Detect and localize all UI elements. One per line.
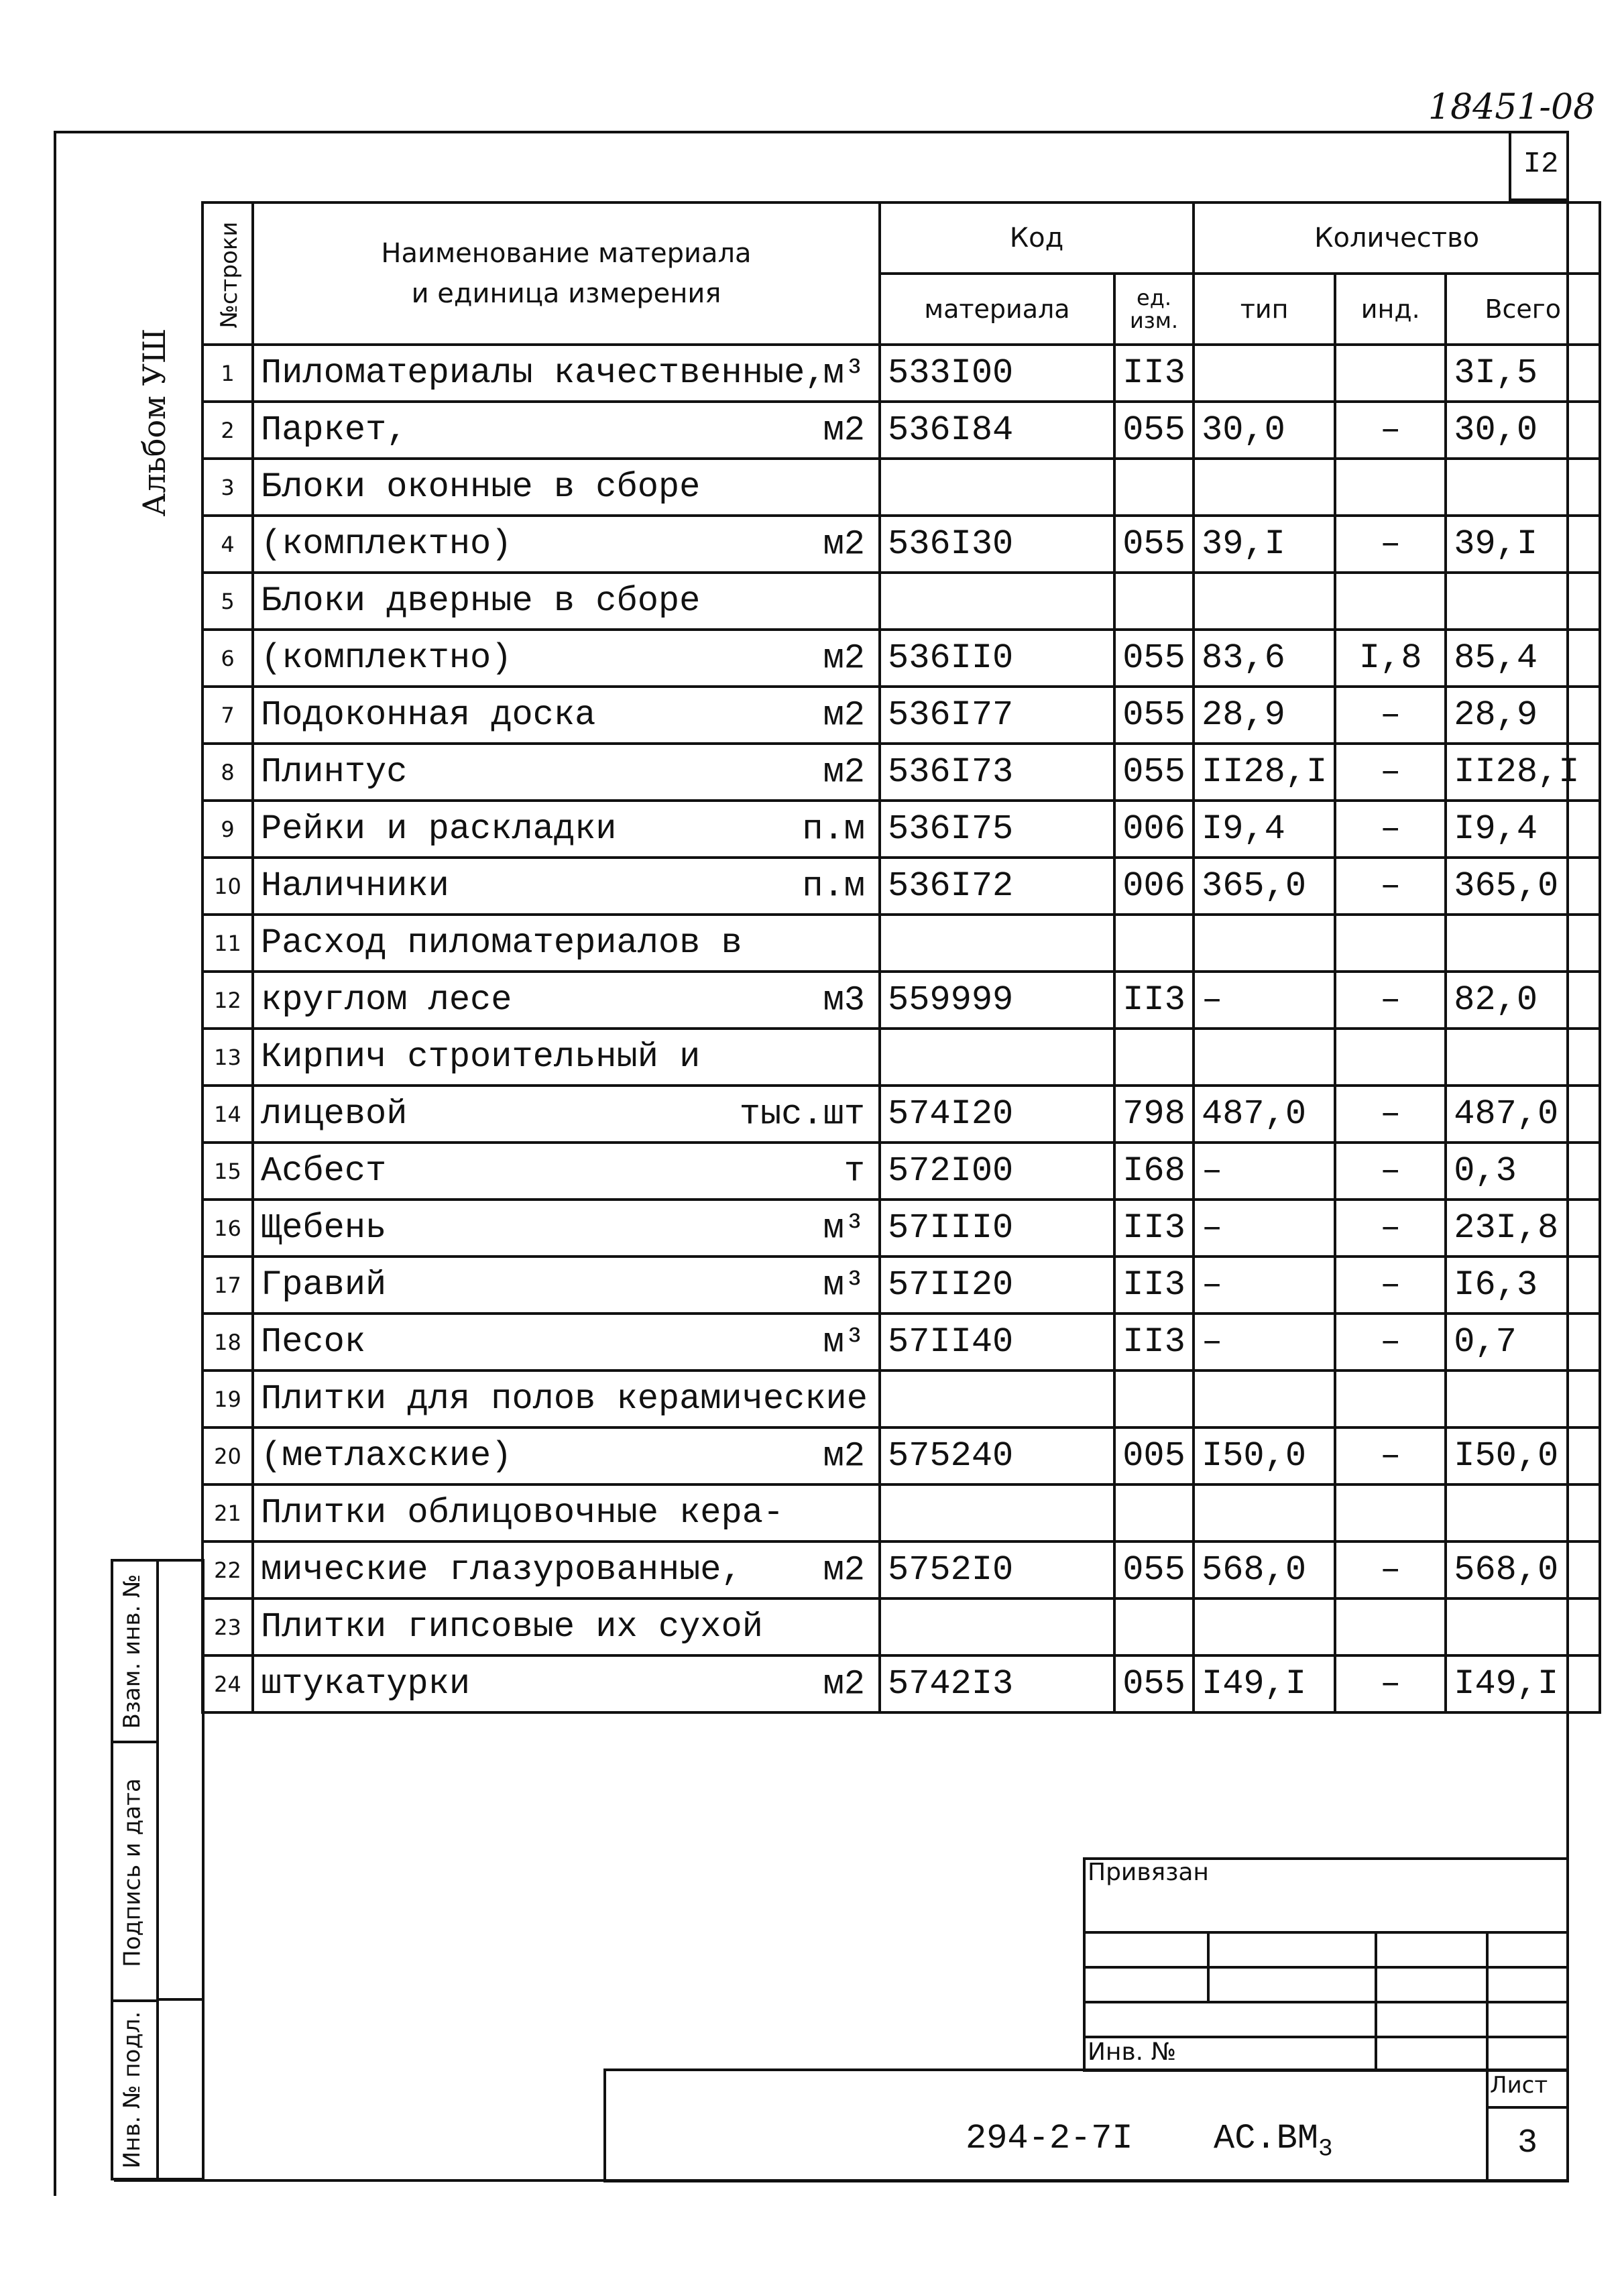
material-name-cell xyxy=(253,459,880,516)
material-name: лицевой xyxy=(261,1094,408,1134)
material-unit: тыс.шт xyxy=(739,1094,865,1134)
table-row xyxy=(202,516,1600,573)
inv-no-label: Инв. № xyxy=(1088,2038,1177,2066)
material-name: Расход пиломатериалов в xyxy=(261,923,742,963)
qty-ind xyxy=(1335,1029,1446,1086)
unit-code: 005 xyxy=(1114,1427,1194,1484)
qty-total xyxy=(1446,1484,1600,1541)
material-unit: м2 xyxy=(823,695,865,735)
header-name: Наименование материала и единица измерения xyxy=(253,202,880,345)
header-qty-total: Всего xyxy=(1446,274,1600,345)
table-row xyxy=(202,1598,1600,1655)
qty-total: 28,9 xyxy=(1446,687,1600,744)
qty-tip: 487,0 xyxy=(1194,1086,1335,1143)
material-code xyxy=(880,1371,1114,1427)
material-name: Плитки для полов керамические xyxy=(261,1379,868,1419)
qty-tip: 39,I xyxy=(1194,516,1335,573)
qty-total: 30,0 xyxy=(1446,402,1600,459)
row-number: 15 xyxy=(202,1143,253,1200)
table-row xyxy=(202,402,1600,459)
material-name-cell xyxy=(253,1143,880,1200)
unit-code: 055 xyxy=(1114,744,1194,801)
material-code: 5742I3 xyxy=(880,1655,1114,1712)
qty-tip: I49,I xyxy=(1194,1655,1335,1712)
qty-tip: 30,0 xyxy=(1194,402,1335,459)
material-code: 536I73 xyxy=(880,744,1114,801)
qty-ind: – xyxy=(1335,1257,1446,1314)
material-name: Плинтус xyxy=(261,752,408,792)
material-code xyxy=(880,1484,1114,1541)
material-name-cell xyxy=(253,630,880,687)
material-name: Блоки дверные в сборе xyxy=(261,581,701,621)
document-mark xyxy=(1214,2119,1333,2162)
table-row xyxy=(202,1200,1600,1257)
material-code: 572I00 xyxy=(880,1143,1114,1200)
qty-ind: – xyxy=(1335,1314,1446,1371)
material-unit: м2 xyxy=(823,1550,865,1590)
row-number: 5 xyxy=(202,573,253,630)
qty-tip: II28,I xyxy=(1194,744,1335,801)
qty-tip xyxy=(1194,1484,1335,1541)
unit-code: II3 xyxy=(1114,1200,1194,1257)
header-quantity-group: Количество xyxy=(1194,202,1600,274)
qty-total: I50,0 xyxy=(1446,1427,1600,1484)
unit-code xyxy=(1114,1484,1194,1541)
table-row xyxy=(202,687,1600,744)
document-code: 294-2-7I xyxy=(966,2119,1133,2158)
document-mark-main: АС.ВМ xyxy=(1214,2119,1319,2158)
album-label: Альбом УШ xyxy=(136,328,172,517)
material-name: штукатурки xyxy=(261,1664,471,1704)
qty-tip xyxy=(1194,345,1335,402)
material-unit: м³ xyxy=(823,1265,865,1305)
unit-code: 055 xyxy=(1114,630,1194,687)
material-unit: м2 xyxy=(823,1436,865,1476)
row-number: 3 xyxy=(202,459,253,516)
unit-code xyxy=(1114,459,1194,516)
qty-tip: 28,9 xyxy=(1194,687,1335,744)
privyazan-line-2 xyxy=(1083,1966,1569,1969)
material-name-cell xyxy=(253,402,880,459)
material-unit: м³ xyxy=(823,1208,865,1248)
qty-ind: – xyxy=(1335,858,1446,915)
table-row xyxy=(202,972,1600,1029)
material-unit: п.м xyxy=(802,809,865,849)
table-row xyxy=(202,1484,1600,1541)
material-code xyxy=(880,1029,1114,1086)
row-number: 7 xyxy=(202,687,253,744)
material-code xyxy=(880,573,1114,630)
frame-left-line xyxy=(54,131,56,2196)
material-name: круглом лесе xyxy=(261,980,512,1020)
row-number: 18 xyxy=(202,1314,253,1371)
header-row-no: №строки xyxy=(202,202,253,345)
row-number: 14 xyxy=(202,1086,253,1143)
qty-total: 39,I xyxy=(1446,516,1600,573)
qty-ind: I,8 xyxy=(1335,630,1446,687)
unit-code: I68 xyxy=(1114,1143,1194,1200)
table-row xyxy=(202,1655,1600,1712)
material-code: 574I20 xyxy=(880,1086,1114,1143)
row-number: 8 xyxy=(202,744,253,801)
table-row xyxy=(202,1029,1600,1086)
material-code: 533I00 xyxy=(880,345,1114,402)
unit-code: 055 xyxy=(1114,402,1194,459)
material-unit: м2 xyxy=(823,1664,865,1704)
qty-ind: – xyxy=(1335,972,1446,1029)
material-name-cell xyxy=(253,1200,880,1257)
material-unit: м³ xyxy=(823,353,865,393)
material-code: 536I84 xyxy=(880,402,1114,459)
material-name-cell xyxy=(253,687,880,744)
qty-ind: – xyxy=(1335,1143,1446,1200)
material-name: Щебень xyxy=(261,1208,387,1248)
header-row-1 xyxy=(202,202,1600,274)
qty-ind xyxy=(1335,1484,1446,1541)
qty-ind xyxy=(1335,459,1446,516)
unit-code: II3 xyxy=(1114,1257,1194,1314)
table-row xyxy=(202,1427,1600,1484)
material-code: 536I72 xyxy=(880,858,1114,915)
material-name: (комплектно) xyxy=(261,638,512,678)
material-code xyxy=(880,459,1114,516)
table-row xyxy=(202,1541,1600,1598)
table-row xyxy=(202,459,1600,516)
material-name-cell xyxy=(253,516,880,573)
material-name-cell xyxy=(253,573,880,630)
row-number: 4 xyxy=(202,516,253,573)
material-name-cell xyxy=(253,1484,880,1541)
material-name: мические глазурованные, xyxy=(261,1550,742,1590)
material-code: 57II40 xyxy=(880,1314,1114,1371)
qty-total: II28,I xyxy=(1446,744,1600,801)
qty-ind: – xyxy=(1335,1086,1446,1143)
material-name: Рейки и раскладки xyxy=(261,809,617,849)
material-unit: м2 xyxy=(823,752,865,792)
unit-code: 798 xyxy=(1114,1086,1194,1143)
material-code: 536II0 xyxy=(880,630,1114,687)
row-number: 10 xyxy=(202,858,253,915)
side-stamp-inv-label: Инв. № подл. xyxy=(119,2011,146,2169)
material-code: 57II20 xyxy=(880,1257,1114,1314)
material-name: Асбест xyxy=(261,1151,387,1191)
material-code: 536I77 xyxy=(880,687,1114,744)
page-number: I2 xyxy=(1523,148,1559,181)
row-number: 1 xyxy=(202,345,253,402)
qty-total: 85,4 xyxy=(1446,630,1600,687)
material-unit: м3 xyxy=(823,980,865,1020)
qty-ind: – xyxy=(1335,687,1446,744)
unit-code: II3 xyxy=(1114,345,1194,402)
qty-total: 3I,5 xyxy=(1446,345,1600,402)
qty-total: 0,3 xyxy=(1446,1143,1600,1200)
material-code: 536I30 xyxy=(880,516,1114,573)
qty-ind: – xyxy=(1335,516,1446,573)
privyazan-vline-3 xyxy=(1486,1931,1489,2072)
privyazan-vline-2 xyxy=(1375,1931,1377,2072)
material-name: Паркет, xyxy=(261,410,408,450)
privyazan-line-3 xyxy=(1083,2001,1569,2003)
qty-tip xyxy=(1194,573,1335,630)
unit-code xyxy=(1114,1029,1194,1086)
table-row xyxy=(202,915,1600,972)
material-name-cell xyxy=(253,744,880,801)
material-name-cell xyxy=(253,1598,880,1655)
qty-total xyxy=(1446,573,1600,630)
qty-ind: – xyxy=(1335,1541,1446,1598)
qty-tip: – xyxy=(1194,1257,1335,1314)
qty-ind: – xyxy=(1335,1200,1446,1257)
material-code: 5752I0 xyxy=(880,1541,1114,1598)
table-row xyxy=(202,630,1600,687)
row-number: 24 xyxy=(202,1655,253,1712)
material-code xyxy=(880,915,1114,972)
row-number: 17 xyxy=(202,1257,253,1314)
qty-total: I49,I xyxy=(1446,1655,1600,1712)
archive-number: 18451-08 xyxy=(1428,87,1596,127)
qty-tip xyxy=(1194,915,1335,972)
unit-code xyxy=(1114,1371,1194,1427)
table-row xyxy=(202,345,1600,402)
material-code: 575240 xyxy=(880,1427,1114,1484)
material-unit: м2 xyxy=(823,638,865,678)
qty-total: I9,4 xyxy=(1446,801,1600,858)
qty-tip: 568,0 xyxy=(1194,1541,1335,1598)
qty-total: 568,0 xyxy=(1446,1541,1600,1598)
material-name-cell xyxy=(253,972,880,1029)
qty-ind: – xyxy=(1335,801,1446,858)
header-qty-tip: тип xyxy=(1194,274,1335,345)
qty-total: 23I,8 xyxy=(1446,1200,1600,1257)
header-code-unit: ед. изм. xyxy=(1114,274,1194,345)
header-code-group: Код xyxy=(880,202,1194,274)
material-unit: т xyxy=(844,1151,865,1191)
row-number: 20 xyxy=(202,1427,253,1484)
qty-ind: – xyxy=(1335,744,1446,801)
materials-table xyxy=(201,201,1601,1714)
unit-code: 055 xyxy=(1114,687,1194,744)
frame-top-line xyxy=(54,131,1569,133)
material-name-cell xyxy=(253,801,880,858)
qty-ind xyxy=(1335,1598,1446,1655)
unit-code: 055 xyxy=(1114,1655,1194,1712)
material-name-cell xyxy=(253,1029,880,1086)
qty-tip xyxy=(1194,459,1335,516)
table-row xyxy=(202,1086,1600,1143)
material-name-cell xyxy=(253,1257,880,1314)
qty-total xyxy=(1446,459,1600,516)
material-name: Песок xyxy=(261,1322,366,1362)
table-row xyxy=(202,744,1600,801)
material-code: 536I75 xyxy=(880,801,1114,858)
qty-ind xyxy=(1335,915,1446,972)
qty-ind: – xyxy=(1335,402,1446,459)
qty-tip xyxy=(1194,1371,1335,1427)
row-number: 11 xyxy=(202,915,253,972)
table-row xyxy=(202,573,1600,630)
privyazan-line-1 xyxy=(1083,1931,1569,1934)
qty-total: 487,0 xyxy=(1446,1086,1600,1143)
unit-code xyxy=(1114,1598,1194,1655)
unit-code xyxy=(1114,573,1194,630)
material-code xyxy=(880,1598,1114,1655)
material-name: Плитки облицовочные кера- xyxy=(261,1493,785,1533)
header-qty-ind: инд. xyxy=(1335,274,1446,345)
material-unit: м2 xyxy=(823,524,865,564)
unit-code: II3 xyxy=(1114,1314,1194,1371)
qty-total: 0,7 xyxy=(1446,1314,1600,1371)
unit-code xyxy=(1114,915,1194,972)
material-name: (метлахские) xyxy=(261,1436,512,1476)
material-name-cell xyxy=(253,915,880,972)
document-mark-sub: 3 xyxy=(1318,2135,1333,2163)
privyazan-vline-1 xyxy=(1207,1931,1210,2003)
table-row xyxy=(202,1257,1600,1314)
row-number: 19 xyxy=(202,1371,253,1427)
material-code: 559999 xyxy=(880,972,1114,1029)
qty-total: I6,3 xyxy=(1446,1257,1600,1314)
table-row xyxy=(202,801,1600,858)
side-stamp-podpis-label: Подпись и дата xyxy=(119,1778,146,1967)
material-name: Наличники xyxy=(261,866,449,906)
side-stamp-divider xyxy=(156,1998,205,2001)
material-name-cell xyxy=(253,345,880,402)
material-name-cell xyxy=(253,858,880,915)
unit-code: 055 xyxy=(1114,1541,1194,1598)
row-number: 12 xyxy=(202,972,253,1029)
row-number: 23 xyxy=(202,1598,253,1655)
qty-tip: 365,0 xyxy=(1194,858,1335,915)
qty-total xyxy=(1446,1029,1600,1086)
material-name: Подоконная доска xyxy=(261,695,596,735)
qty-total xyxy=(1446,1598,1600,1655)
qty-tip: – xyxy=(1194,1143,1335,1200)
qty-tip xyxy=(1194,1598,1335,1655)
material-name-cell xyxy=(253,1314,880,1371)
material-name: Плитки гипсовые их сухой xyxy=(261,1607,763,1647)
material-name-cell xyxy=(253,1655,880,1712)
qty-total xyxy=(1446,915,1600,972)
unit-code: II3 xyxy=(1114,972,1194,1029)
material-code: 57III0 xyxy=(880,1200,1114,1257)
row-number: 2 xyxy=(202,402,253,459)
row-number: 13 xyxy=(202,1029,253,1086)
qty-tip: – xyxy=(1194,1200,1335,1257)
qty-tip: – xyxy=(1194,1314,1335,1371)
qty-ind: – xyxy=(1335,1655,1446,1712)
qty-tip: I50,0 xyxy=(1194,1427,1335,1484)
side-stamp-col2 xyxy=(156,1559,205,2180)
material-name-cell xyxy=(253,1086,880,1143)
table-row xyxy=(202,1314,1600,1371)
row-number: 9 xyxy=(202,801,253,858)
material-unit: м³ xyxy=(823,1322,865,1362)
qty-tip: 83,6 xyxy=(1194,630,1335,687)
row-number: 6 xyxy=(202,630,253,687)
unit-code: 006 xyxy=(1114,858,1194,915)
qty-tip: – xyxy=(1194,972,1335,1029)
row-number: 21 xyxy=(202,1484,253,1541)
material-name: Кирпич строительный и xyxy=(261,1037,701,1077)
qty-total: 365,0 xyxy=(1446,858,1600,915)
qty-total: 82,0 xyxy=(1446,972,1600,1029)
qty-tip xyxy=(1194,1029,1335,1086)
qty-tip: I9,4 xyxy=(1194,801,1335,858)
row-number: 22 xyxy=(202,1541,253,1598)
side-stamp-vzam-label: Взам. инв. № xyxy=(119,1574,146,1729)
table-row xyxy=(202,858,1600,915)
material-unit: п.м xyxy=(802,866,865,906)
sheet-label: Лист xyxy=(1490,2072,1548,2099)
table-row xyxy=(202,1143,1600,1200)
material-name: Гравий xyxy=(261,1265,387,1305)
material-name-cell xyxy=(253,1371,880,1427)
material-name-cell xyxy=(253,1427,880,1484)
table-row xyxy=(202,1371,1600,1427)
row-number: 16 xyxy=(202,1200,253,1257)
qty-ind xyxy=(1335,1371,1446,1427)
material-name: Блоки оконные в сборе xyxy=(261,467,701,507)
qty-total xyxy=(1446,1371,1600,1427)
qty-ind xyxy=(1335,573,1446,630)
sheet-number: 3 xyxy=(1517,2124,1538,2162)
material-name: (комплектно) xyxy=(261,524,512,564)
header-code-material: материала xyxy=(880,274,1114,345)
qty-ind: – xyxy=(1335,1427,1446,1484)
unit-code: 055 xyxy=(1114,516,1194,573)
qty-ind xyxy=(1335,345,1446,402)
unit-code: 006 xyxy=(1114,801,1194,858)
privyazan-label: Привязан xyxy=(1088,1859,1209,1886)
material-unit: м2 xyxy=(823,410,865,450)
material-name: Пиломатериалы качественные, xyxy=(261,353,826,393)
material-name-cell xyxy=(253,1541,880,1598)
